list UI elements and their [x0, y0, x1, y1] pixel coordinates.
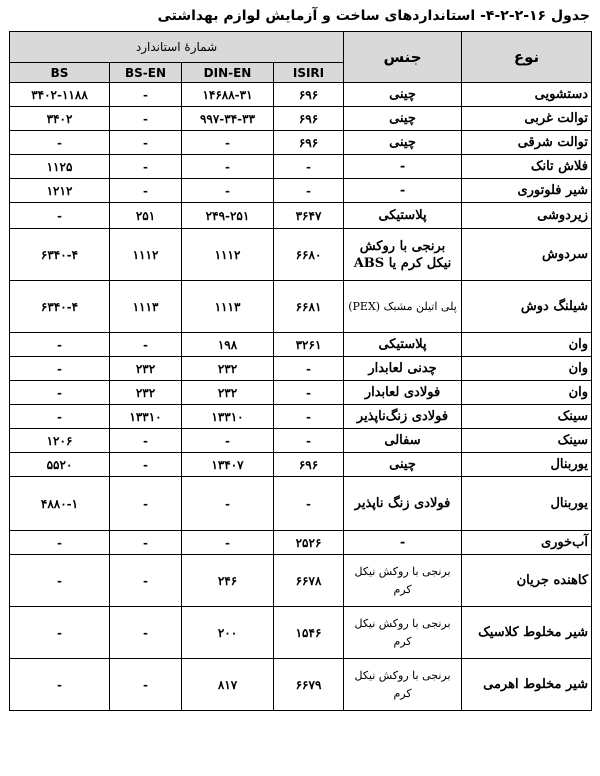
cell-bs-en: ۱۳۳۱۰: [110, 405, 182, 429]
cell-bs: -: [10, 607, 110, 659]
standards-table: [9, 31, 592, 711]
cell-din-en: ۱۹۸: [182, 333, 274, 357]
cell-isiri: -: [274, 429, 344, 453]
cell-bs: ۶۳۴۰-۴: [10, 281, 110, 333]
table-body: [10, 83, 592, 711]
cell-type: وان: [462, 357, 592, 381]
table-row: [10, 453, 592, 477]
cell-isiri: ۶۶۸۰: [274, 229, 344, 281]
cell-din-en: ۲۰۰: [182, 607, 274, 659]
cell-bs-en: -: [110, 659, 182, 711]
cell-type: توالت غربی: [462, 107, 592, 131]
table-row: [10, 405, 592, 429]
cell-din-en: ۸۱۷: [182, 659, 274, 711]
cell-isiri: ۳۶۴۷: [274, 203, 344, 229]
cell-bs: ۴۸۸۰-۱: [10, 477, 110, 531]
cell-bs-en: -: [110, 531, 182, 555]
cell-material: برنجی با روکش نیکل کرم: [344, 659, 462, 711]
cell-isiri: ۶۶۷۸: [274, 555, 344, 607]
cell-bs: -: [10, 555, 110, 607]
cell-din-en: -: [182, 131, 274, 155]
cell-bs-en: -: [110, 477, 182, 531]
table-row: [10, 555, 592, 607]
cell-din-en: ۱۱۱۳: [182, 281, 274, 333]
header-bs-en: BS-EN: [110, 63, 182, 83]
cell-bs: ۳۴۰۲: [10, 107, 110, 131]
header-type: نوع: [462, 32, 592, 83]
table-row: [10, 659, 592, 711]
header-standard-number: شمارهٔ استاندارد: [10, 32, 344, 63]
cell-bs: ۱۱۲۵: [10, 155, 110, 179]
cell-material: -: [344, 179, 462, 203]
table-row: [10, 229, 592, 281]
cell-bs-en: -: [110, 179, 182, 203]
cell-bs-en: -: [110, 83, 182, 107]
cell-material: فولادی زنگ ناپذیر: [344, 477, 462, 531]
cell-material: سفالی: [344, 429, 462, 453]
cell-din-en: ۱۳۳۱۰: [182, 405, 274, 429]
cell-isiri: ۶۹۶: [274, 453, 344, 477]
cell-din-en: ۲۴۹-۲۵۱: [182, 203, 274, 229]
cell-isiri: -: [274, 179, 344, 203]
cell-bs-en: -: [110, 453, 182, 477]
cell-din-en: ۱۴۶۸۸-۳۱: [182, 83, 274, 107]
table-row: [10, 83, 592, 107]
cell-bs: ۱۲۰۶: [10, 429, 110, 453]
cell-isiri: -: [274, 381, 344, 405]
cell-din-en: ۲۳۲: [182, 357, 274, 381]
cell-type: فلاش تانک: [462, 155, 592, 179]
cell-din-en: ۲۴۶: [182, 555, 274, 607]
cell-isiri: -: [274, 155, 344, 179]
table-row: [10, 607, 592, 659]
cell-bs-en: -: [110, 107, 182, 131]
cell-type: وان: [462, 381, 592, 405]
cell-type: سردوش: [462, 229, 592, 281]
cell-material: چدنی لعابدار: [344, 357, 462, 381]
cell-type: آب‌خوری: [462, 531, 592, 555]
cell-din-en: -: [182, 155, 274, 179]
cell-type: شیر فلوتوری: [462, 179, 592, 203]
cell-material: برنجی با روکش نیکل کرم یا ABS: [344, 229, 462, 281]
cell-material: پلی اتیلن مشبک (PEX): [344, 281, 462, 333]
cell-bs: ۳۴۰۲-۱۱۸۸: [10, 83, 110, 107]
cell-material: برنجی با روکش نیکل کرم: [344, 607, 462, 659]
header-bs: BS: [10, 63, 110, 83]
cell-isiri: ۶۹۶: [274, 83, 344, 107]
table-row: [10, 107, 592, 131]
table-row: [10, 477, 592, 531]
cell-bs: -: [10, 131, 110, 155]
cell-material: چینی: [344, 131, 462, 155]
header-row-top: [10, 32, 592, 63]
cell-bs-en: -: [110, 155, 182, 179]
cell-bs-en: ۲۳۲: [110, 357, 182, 381]
cell-bs-en: -: [110, 555, 182, 607]
cell-type: کاهنده جریان: [462, 555, 592, 607]
table-title: جدول ۱۶-۲-۲-۴- استانداردهای ساخت و آزمایش لوازم بهداشتی: [157, 8, 590, 24]
cell-isiri: -: [274, 477, 344, 531]
cell-isiri: ۶۹۶: [274, 131, 344, 155]
cell-din-en: ۲۳۲: [182, 381, 274, 405]
cell-bs: -: [10, 659, 110, 711]
cell-bs: -: [10, 203, 110, 229]
cell-din-en: -: [182, 477, 274, 531]
cell-type: دستشویی: [462, 83, 592, 107]
cell-bs: ۱۲۱۲: [10, 179, 110, 203]
cell-material: فولادی زنگ‌ناپذیر: [344, 405, 462, 429]
cell-type: شیر مخلوط اهرمی: [462, 659, 592, 711]
cell-bs-en: ۲۵۱: [110, 203, 182, 229]
cell-material: پلاستیکی: [344, 333, 462, 357]
cell-type: وان: [462, 333, 592, 357]
cell-din-en: ۱۳۴۰۷: [182, 453, 274, 477]
cell-bs-en: ۱۱۱۲: [110, 229, 182, 281]
cell-bs-en: -: [110, 333, 182, 357]
header-din-en: DIN-EN: [182, 63, 274, 83]
cell-type: یوربنال: [462, 477, 592, 531]
cell-bs-en: -: [110, 607, 182, 659]
cell-isiri: ۶۹۶: [274, 107, 344, 131]
table-row: [10, 131, 592, 155]
cell-bs-en: ۲۳۲: [110, 381, 182, 405]
cell-bs: -: [10, 333, 110, 357]
cell-material: -: [344, 155, 462, 179]
cell-bs: ۶۳۴۰-۴: [10, 229, 110, 281]
cell-din-en: ۹۹۷-۳۴-۳۳: [182, 107, 274, 131]
cell-type: توالت شرقی: [462, 131, 592, 155]
table-row: [10, 155, 592, 179]
cell-isiri: -: [274, 357, 344, 381]
cell-bs: -: [10, 405, 110, 429]
cell-bs-en: ۱۱۱۳: [110, 281, 182, 333]
table-row: [10, 381, 592, 405]
cell-material: برنجی با روکش نیکل کرم: [344, 555, 462, 607]
cell-material: چینی: [344, 453, 462, 477]
cell-isiri: ۳۲۶۱: [274, 333, 344, 357]
header-isiri: ISIRI: [274, 63, 344, 83]
cell-din-en: -: [182, 179, 274, 203]
cell-bs: -: [10, 357, 110, 381]
header-material: جنس: [344, 32, 462, 83]
cell-type: سینک: [462, 405, 592, 429]
cell-type: شیلنگ دوش: [462, 281, 592, 333]
table-row: [10, 429, 592, 453]
cell-type: شیر مخلوط کلاسیک: [462, 607, 592, 659]
cell-bs-en: -: [110, 429, 182, 453]
table-row: [10, 531, 592, 555]
cell-material: چینی: [344, 107, 462, 131]
cell-din-en: -: [182, 531, 274, 555]
cell-bs: -: [10, 381, 110, 405]
cell-isiri: ۶۶۷۹: [274, 659, 344, 711]
cell-isiri: ۶۶۸۱: [274, 281, 344, 333]
cell-bs: -: [10, 531, 110, 555]
cell-din-en: ۱۱۱۲: [182, 229, 274, 281]
cell-isiri: ۱۵۴۶: [274, 607, 344, 659]
table-row: [10, 357, 592, 381]
cell-bs: ۵۵۲۰: [10, 453, 110, 477]
cell-bs-en: -: [110, 131, 182, 155]
cell-material: چینی: [344, 83, 462, 107]
cell-material: فولادی لعابدار: [344, 381, 462, 405]
cell-material: پلاستیکی: [344, 203, 462, 229]
cell-type: یوربنال: [462, 453, 592, 477]
table-row: [10, 179, 592, 203]
cell-din-en: -: [182, 429, 274, 453]
cell-isiri: -: [274, 405, 344, 429]
cell-type: زیردوشی: [462, 203, 592, 229]
table-row: [10, 281, 592, 333]
cell-type: سینک: [462, 429, 592, 453]
table-row: [10, 203, 592, 229]
table-row: [10, 333, 592, 357]
cell-material: -: [344, 531, 462, 555]
cell-isiri: ۲۵۲۶: [274, 531, 344, 555]
